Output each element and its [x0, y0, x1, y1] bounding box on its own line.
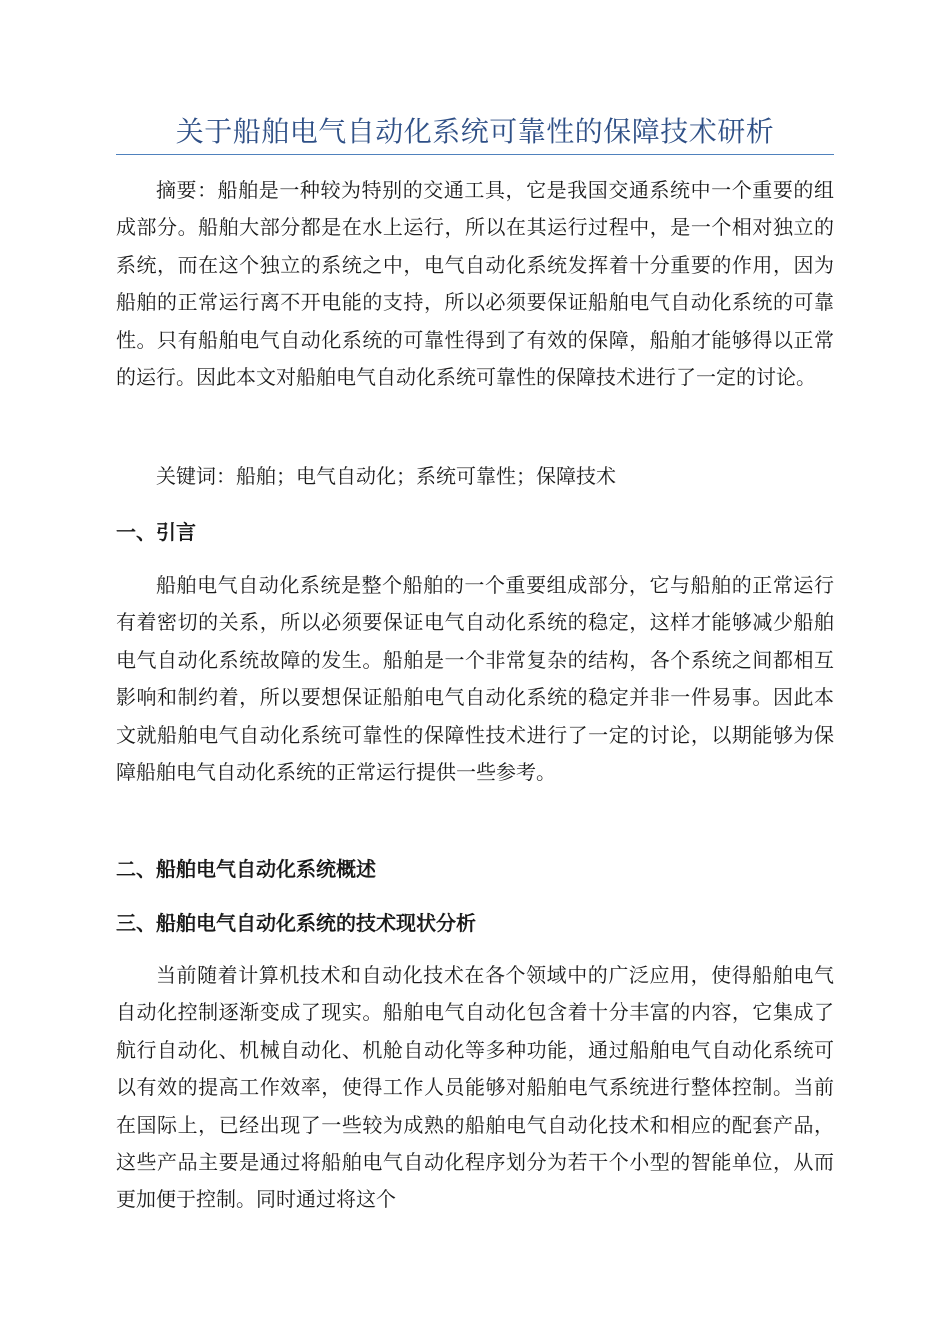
document-title: 关于船舶电气自动化系统可靠性的保障技术研析 — [175, 115, 775, 148]
section-heading-overview: 二、船舶电气自动化系统概述 — [116, 857, 376, 881]
section-heading-introduction: 一、引言 — [116, 520, 196, 544]
keywords-line: 关键词：船舶；电气自动化；系统可靠性；保障技术 — [156, 464, 616, 488]
section-heading-status-analysis: 三、船舶电气自动化系统的技术现状分析 — [116, 911, 476, 935]
introduction-paragraph: 船舶电气自动化系统是整个船舶的一个重要组成部分，它与船舶的正常运行有着密切的关系，所以必须要保证电气自动化系统的稳定，这样才能够减少船舶电气自动化系统故障的发生。船舶是一个非常复杂的结构，各个系统之间都相互影响和制约着，所以要想保证船舶电气自动化系统的稳定并非一件易事。因此本文就船舶电气自动化系统可靠性的保障性技术进行了一定的讨论，以期能够为保障船舶电气自动化系统的正常运行提供一些参考。 — [116, 573, 834, 785]
status-analysis-paragraph: 当前随着计算机技术和自动化技术在各个领域中的广泛应用，使得船舶电气自动化控制逐渐变成了现实。船舶电气自动化包含着十分丰富的内容，它集成了航行自动化、机械自动化、机舱自动化等多种功能，通过船舶电气自动化系统可以有效的提高工作效率，使得工作人员能够对船舶电气系统进行整体控制。当前在国际上，已经出现了一些较为成熟的船舶电气自动化技术和相应的配套产品，这些产品主要是通过将船舶电气自动化程序划分为若干个小型的智能单位，从而更加便于控制。同时通过将这个 — [116, 963, 834, 1212]
title-underline — [116, 154, 834, 155]
abstract-paragraph: 摘要：船舶是一种较为特别的交通工具，它是我国交通系统中一个重要的组成部分。船舶大部分都是在水上运行，所以在其运行过程中，是一个相对独立的系统，而在这个独立的系统之中，电气自动化系统发挥着十分重要的作用，因为船舶的正常运行离不开电能的支持，所以必须要保证船舶电气自动化系统的可靠性。只有船舶电气自动化系统的可靠性得到了有效的保障，船舶才能够得以正常的运行。因此本文对船舶电气自动化系统可靠性的保障技术进行了一定的讨论。 — [116, 178, 834, 390]
